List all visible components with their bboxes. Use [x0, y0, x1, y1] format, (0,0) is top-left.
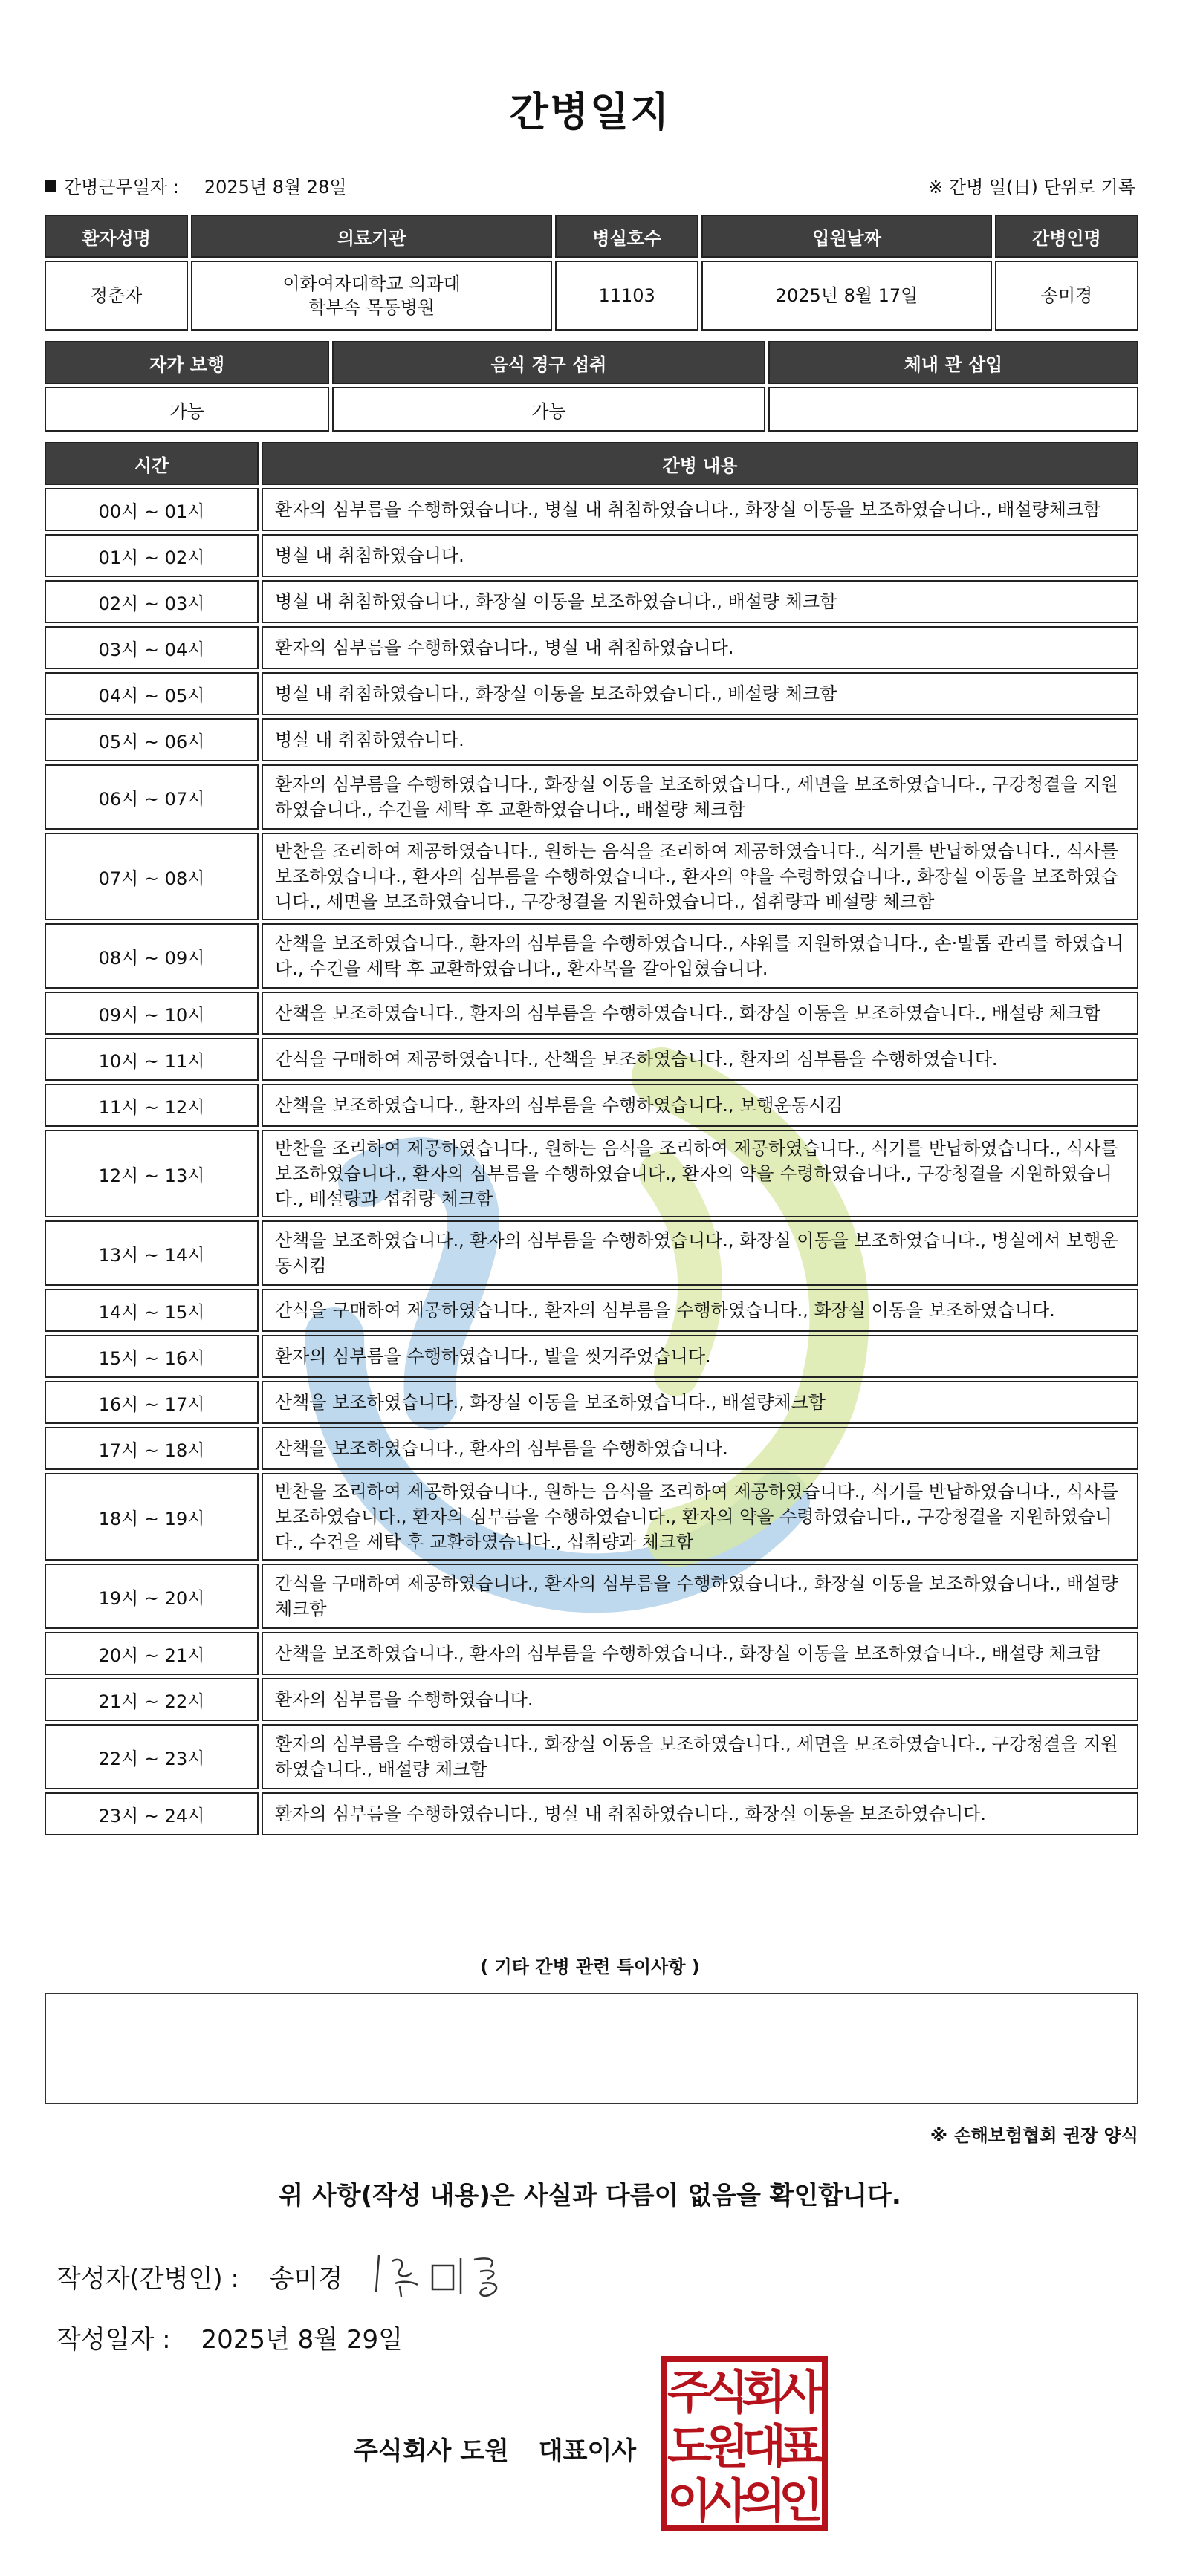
time-header: 시간	[45, 442, 259, 485]
document-title: 간병일지	[509, 88, 671, 135]
care-content: 병실 내 취침하였습니다.	[262, 718, 1138, 761]
care-content: 환자의 심부름을 수행하였습니다.	[262, 1678, 1138, 1721]
svg-text:회: 회	[742, 2365, 786, 2419]
written-date-label: 작성일자 :	[56, 2325, 171, 2355]
time-slot: 02시 ~ 03시	[45, 580, 259, 623]
written-date-value: 2025년 8월 29일	[201, 2325, 403, 2355]
patient-name: 정춘자	[45, 261, 188, 331]
care-content: 간식을 구매하여 제공하였습니다., 환자의 심부름을 수행하였습니다., 화장실 이동을 보조하였습니다.	[262, 1289, 1138, 1332]
care-content: 반찬을 조리하여 제공하였습니다., 원하는 음식을 조리하여 제공하였습니다., 식기를 반납하였습니다., 식사를 보조하였습니다., 환자의 심부름을 수행하였습니다., 환자의 약을 수령하였습니다., 화장실 이동을 보조하였습니다., 세면을 보조하였습니다., 구강청결을 지원하였습니다., 섭취량과 배설량 체크함	[262, 833, 1138, 920]
svg-text:대: 대	[742, 2419, 786, 2473]
table-row	[45, 718, 1138, 761]
table-row	[45, 626, 1138, 669]
table-row	[45, 1381, 1138, 1424]
svg-text:주: 주	[667, 2365, 712, 2419]
status-header: 체내 관 삽입	[768, 341, 1138, 384]
tube-insertion-status	[768, 387, 1138, 432]
care-content: 환자의 심부름을 수행하였습니다., 병실 내 취침하였습니다.	[262, 626, 1138, 669]
time-slot: 05시 ~ 06시	[45, 718, 259, 761]
table-row	[45, 1564, 1138, 1629]
time-slot: 09시 ~ 10시	[45, 992, 259, 1035]
oral-intake-status: 가능	[332, 387, 765, 432]
patient-status-table	[42, 338, 1141, 435]
admission-date: 2025년 8월 17일	[701, 261, 992, 331]
care-content: 간식을 구매하여 제공하였습니다., 산책을 보조하였습니다., 환자의 심부름을 수행하였습니다.	[262, 1038, 1138, 1081]
recommend-note: ※ 손해보험협회 권장 양식	[930, 2125, 1138, 2146]
time-slot: 13시 ~ 14시	[45, 1220, 259, 1286]
time-slot: 11시 ~ 12시	[45, 1084, 259, 1127]
table-row	[45, 992, 1138, 1035]
patient-header: 입원날짜	[701, 215, 992, 258]
table-row	[45, 672, 1138, 715]
work-date-label: 간병근무일자 :	[64, 177, 179, 198]
time-slot: 20시 ~ 21시	[45, 1632, 259, 1675]
table-row	[45, 534, 1138, 577]
patient-header: 병실호수	[555, 215, 698, 258]
time-slot: 18시 ~ 19시	[45, 1473, 259, 1561]
svg-text:사: 사	[704, 2473, 749, 2528]
time-slot: 12시 ~ 13시	[45, 1130, 259, 1217]
care-content: 반찬을 조리하여 제공하였습니다., 원하는 음식을 조리하여 제공하였습니다., 식기를 반납하였습니다., 식사를 보조하였습니다., 환자의 심부름을 수행하였습니다., 환자의 약을 수령하였습니다., 구강청결을 지원하였습니다., 배설량과 섭취량 체크함	[262, 1130, 1138, 1217]
care-content: 산책을 보조하였습니다., 환자의 심부름을 수행하였습니다., 화장실 이동을 보조하였습니다., 배설량 체크함	[262, 1632, 1138, 1675]
care-content: 산책을 보조하였습니다., 환자의 심부름을 수행하였습니다., 화장실 이동을 보조하였습니다., 병실에서 보행운동시킴	[262, 1220, 1138, 1286]
table-row	[45, 1130, 1138, 1217]
walking-status: 가능	[45, 387, 329, 432]
patient-header: 간병인명	[995, 215, 1138, 258]
svg-text:도: 도	[667, 2419, 712, 2473]
time-slot: 22시 ~ 23시	[45, 1724, 259, 1789]
time-slot: 14시 ~ 15시	[45, 1289, 259, 1332]
confirmation-statement: 위 사항(작성 내용)은 사실과 다름이 없음을 확인합니다.	[279, 2181, 901, 2211]
special-notes-title: ( 기타 간병 관련 특이사항 )	[480, 1957, 700, 1977]
time-slot: 21시 ~ 22시	[45, 1678, 259, 1721]
writer-name: 송미경	[269, 2264, 343, 2294]
care-content: 산책을 보조하였습니다., 환자의 심부름을 수행하였습니다., 보행운동시킴	[262, 1084, 1138, 1127]
table-row	[45, 764, 1138, 830]
time-slot: 23시 ~ 24시	[45, 1792, 259, 1835]
care-content: 환자의 심부름을 수행하였습니다., 화장실 이동을 보조하였습니다., 세면을 보조하였습니다., 구강청결을 지원하였습니다., 배설량 체크함	[262, 1724, 1138, 1789]
time-slot: 07시 ~ 08시	[45, 833, 259, 920]
time-slot: 01시 ~ 02시	[45, 534, 259, 577]
room-number: 11103	[555, 261, 698, 331]
table-row	[45, 1792, 1138, 1835]
time-slot: 04시 ~ 05시	[45, 672, 259, 715]
svg-text:표: 표	[779, 2419, 823, 2473]
table-row	[45, 1678, 1138, 1721]
care-content: 환자의 심부름을 수행하였습니다., 병실 내 취침하였습니다., 화장실 이동을 보조하였습니다., 배설량체크함	[262, 488, 1138, 531]
company-name: 주식회사 도원	[354, 2436, 509, 2466]
care-content: 산책을 보조하였습니다., 환자의 심부름을 수행하였습니다., 화장실 이동을 보조하였습니다., 배설량 체크함	[262, 992, 1138, 1035]
svg-text:식: 식	[704, 2365, 749, 2419]
special-notes-box	[45, 1993, 1138, 2104]
care-content: 반찬을 조리하여 제공하였습니다., 원하는 음식을 조리하여 제공하였습니다., 식기를 반납하였습니다., 식사를 보조하였습니다., 환자의 심부름을 수행하였습니다., 환자의 약을 수령하였습니다., 구강청결을 지원하였습니다., 수건을 세탁 후 교환하였습니다., 섭취량과 체크함	[262, 1473, 1138, 1561]
care-log-body	[45, 488, 1138, 1835]
table-row	[45, 1632, 1138, 1675]
care-content: 산책을 보조하였습니다., 환자의 심부름을 수행하였습니다., 샤워를 지원하였습니다., 손·발톱 관리를 하였습니다., 수건을 세탁 후 교환하였습니다., 환자복을 갈아입혔습니다.	[262, 923, 1138, 989]
care-content: 환자의 심부름을 수행하였습니다., 화장실 이동을 보조하였습니다., 세면을 보조하였습니다., 구강청결을 지원하였습니다., 수건을 세탁 후 교환하였습니다., 배설량 체크함	[262, 764, 1138, 830]
time-slot: 00시 ~ 01시	[45, 488, 259, 531]
time-slot: 19시 ~ 20시	[45, 1564, 259, 1629]
writer-label: 작성자(간병인) :	[56, 2264, 239, 2294]
square-bullet-icon	[45, 180, 56, 192]
table-row	[45, 1220, 1138, 1286]
time-slot: 08시 ~ 09시	[45, 923, 259, 989]
table-row	[45, 580, 1138, 623]
writer-row	[56, 2258, 343, 2294]
table-row	[45, 1724, 1138, 1789]
table-row	[45, 833, 1138, 920]
meta-row	[45, 172, 1135, 202]
time-slot: 16시 ~ 17시	[45, 1381, 259, 1424]
table-row	[45, 1084, 1138, 1127]
table-row	[45, 1038, 1138, 1081]
time-slot: 15시 ~ 16시	[45, 1335, 259, 1378]
care-content: 간식을 구매하여 제공하였습니다., 환자의 심부름을 수행하였습니다., 화장실 이동을 보조하였습니다., 배설량 체크함	[262, 1564, 1138, 1629]
caregiver-name: 송미경	[995, 261, 1138, 331]
svg-text:인: 인	[779, 2473, 823, 2528]
status-header: 음식 경구 섭취	[332, 341, 765, 384]
table-row	[45, 1427, 1138, 1470]
care-content: 환자의 심부름을 수행하였습니다., 병실 내 취침하였습니다., 화장실 이동을 보조하였습니다.	[262, 1792, 1138, 1835]
content-header: 간병 내용	[262, 442, 1138, 485]
care-content: 산책을 보조하였습니다., 화장실 이동을 보조하였습니다., 배설량체크함	[262, 1381, 1138, 1424]
company-seal	[660, 2355, 829, 2533]
handwritten-signature	[370, 2240, 519, 2307]
patient-info-table	[42, 212, 1141, 334]
table-row	[45, 923, 1138, 989]
patient-header: 의료기관	[191, 215, 552, 258]
care-content: 산책을 보조하였습니다., 환자의 심부름을 수행하였습니다.	[262, 1427, 1138, 1470]
status-header: 자가 보행	[45, 341, 329, 384]
svg-text:이: 이	[667, 2473, 712, 2528]
svg-text:의: 의	[742, 2473, 786, 2528]
work-date-value: 2025년 8월 28일	[204, 177, 347, 198]
svg-text:사: 사	[779, 2365, 823, 2419]
table-row	[45, 1473, 1138, 1561]
time-slot: 06시 ~ 07시	[45, 764, 259, 830]
care-content: 병실 내 취침하였습니다., 화장실 이동을 보조하였습니다., 배설량 체크함	[262, 672, 1138, 715]
table-row	[45, 1289, 1138, 1332]
care-content: 병실 내 취침하였습니다.	[262, 534, 1138, 577]
table-row	[45, 488, 1138, 531]
unit-note: ※ 간병 일(日) 단위로 기록	[928, 177, 1135, 198]
table-row	[45, 1335, 1138, 1378]
time-slot: 17시 ~ 18시	[45, 1427, 259, 1470]
written-date-row	[56, 2319, 403, 2355]
care-content: 환자의 심부름을 수행하였습니다., 발을 씻겨주었습니다.	[262, 1335, 1138, 1378]
company-row	[354, 2430, 636, 2467]
patient-header: 환자성명	[45, 215, 188, 258]
care-content: 병실 내 취침하였습니다., 화장실 이동을 보조하였습니다., 배설량 체크함	[262, 580, 1138, 623]
svg-text:원: 원	[704, 2419, 749, 2473]
time-slot: 03시 ~ 04시	[45, 626, 259, 669]
company-role: 대표이사	[538, 2436, 637, 2466]
time-slot: 10시 ~ 11시	[45, 1038, 259, 1081]
hospital-name: 이화여자대학교 의과대 학부속 목동병원	[191, 261, 552, 331]
care-log-table	[42, 439, 1141, 1838]
